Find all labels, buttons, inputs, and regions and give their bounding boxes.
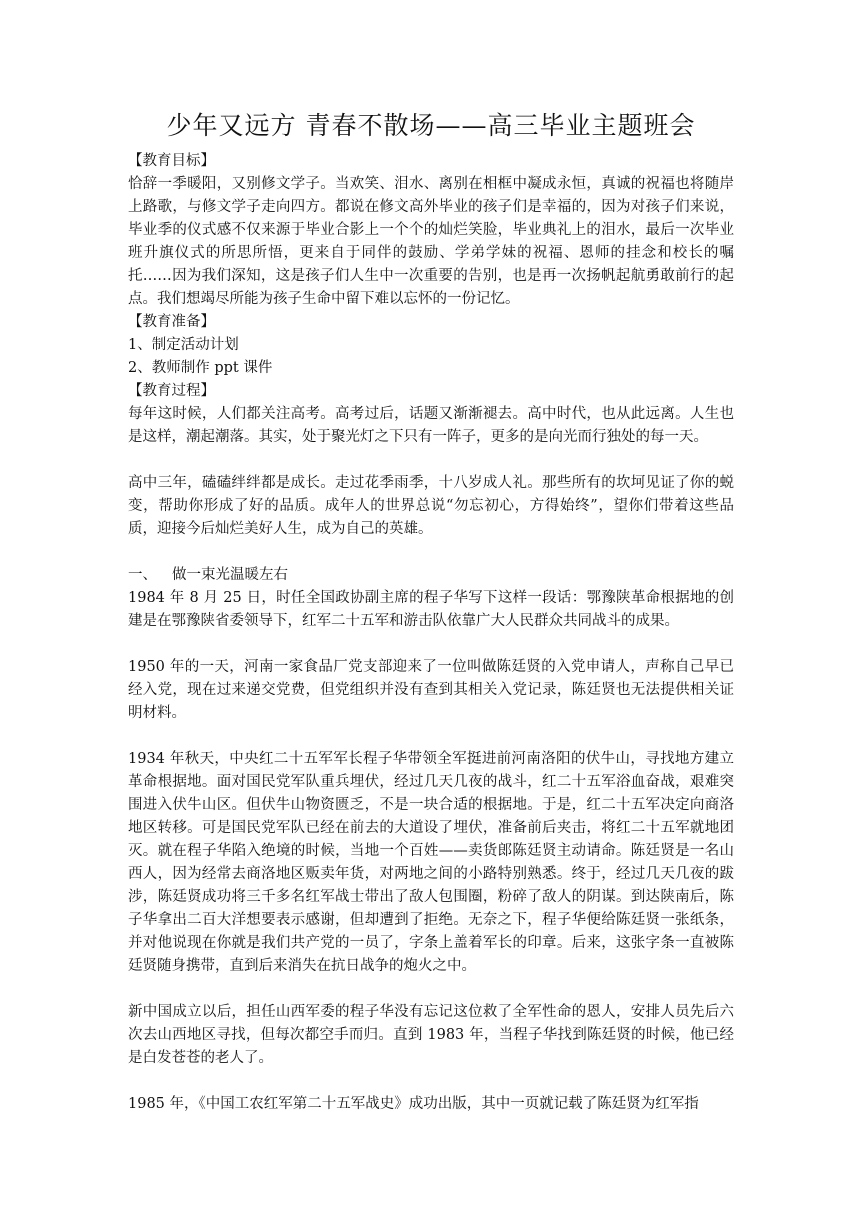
part-1-title: 做一束光温暖左右 [172,567,288,583]
part-1-heading [128,564,734,587]
part-1-paragraph-5: 1985 年，《中国工农红军第二十五军战史》成功出版，其中一页就记载了陈廷贤为红军指 [128,1096,699,1112]
document-page [128,108,734,1116]
paragraph-spacer [128,449,734,472]
part-1-paragraph-2: 1950 年的一天，河南一家食品厂党支部迎来了一位叫做陈廷贤的入党申请人，声称自己早已经入党，现在过来递交党费，但党组织并没有查到其相关入党记录，陈廷贤也无法提供相关证明材料。 [128,659,734,721]
part-1-paragraph-3: 1934 年秋天，中央红二十五军军长程子华带领全军挺进前河南洛阳的伏牛山，寻找地方建立革命根据地。面对国民党军队重兵埋伏，经过几天几夜的战斗，红二十五军浴血奋战，艰难突围进入伏牛山区。但伏牛山物资匮乏，不是一块合适的根据地。于是，红二十五军决定向商洛地区转移。可是国民党军队已经在前去的大道设了埋伏，准备前后夹击，将红二十五军就地团灭。就在程子华陷入绝境的时候，当地一个百姓——卖货郎陈廷贤主动请命。陈廷贤是一名山西人，因为经常去商洛地区贩卖年货，对两地之间的小路特别熟悉。终于，经过几天几夜的跋涉，陈廷贤成功将三千多名红军战士带出了敌人包围圈，粉碎了敌人的阴谋。到达陕南后，陈子华拿出二百大洋想要表示感谢，但却遭到了拒绝。无奈之下，程子华便给陈廷贤一张纸条，并对他说现在你就是我们共产党的一员了，字条上盖着军长的印章。后来，这张字条一直被陈廷贤随身携带，直到后来消失在抗日战争的炮火之中。 [128,751,734,974]
prep-item-1: 1、制定活动计划 [128,337,239,353]
part-1-number: 一、 [128,567,157,583]
part-1-paragraph-4: 新中国成立以后，担任山西军委的程子华没有忘记这位救了全军性命的恩人，安排人员先后六次去山西地区寻找，但每次都空手而归。直到 1983 年，当程子华找到陈廷贤的时候，他已经是白发苍苍的老人了。 [128,1004,734,1066]
paragraph-spacer [128,1070,734,1093]
process-heading: 【教育过程】 [128,383,215,399]
goal-paragraph: 恰辞一季暖阳，又别修文学子。当欢笑、泪水、离别在相框中凝成永恒，真诚的祝福也将随岸上路歌，与修文学子走向四方。都说在修文高外毕业的孩子们是幸福的，因为对孩子们来说，毕业季的仪式感不仅来源于毕业合影上一个个的灿烂笑脸，毕业典礼上的泪水，最后一次毕业班升旗仪式的所思所悟，更来自于同伴的鼓励、学弟学妹的祝福、恩师的挂念和校长的嘱托……因为我们深知，这是孩子们人生中一次重要的告别，也是再一次扬帆起航勇敢前行的起点。我们想竭尽所能为孩子生命中留下难以忘怀的一份记忆。 [128,176,734,307]
paragraph-spacer [128,633,734,656]
part-1-paragraph-1: 1984 年 8 月 25 日，时任全国政协副主席的程子华写下这样一段话：鄂豫陕革命根据地的创建是在鄂豫陕省委领导下，红军二十五军和游击队依靠广大人民群众共同战斗的成果。 [128,590,734,629]
prep-heading: 【教育准备】 [128,314,215,330]
goal-heading: 【教育目标】 [128,153,215,169]
process-paragraph-1: 每年这时候，人们都关注高考。高考过后，话题又渐渐褪去。高中时代，也从此远离。人生也是这样，潮起潮落。其实，处于聚光灯之下只有一阵子，更多的是向光而行独处的每一天。 [128,406,734,445]
document-title: 少年又远方 青春不散场——高三毕业主题班会 [166,111,696,140]
paragraph-spacer [128,978,734,1001]
process-paragraph-2: 高中三年，磕磕绊绊都是成长。走过花季雨季，十八岁成人礼。那些所有的坎坷见证了你的蜕变，帮助你形成了好的品质。成年人的世界总说“勿忘初心，方得始终”，望你们带着这些品质，迎接今后灿烂美好人生，成为自己的英雄。 [128,475,734,537]
prep-item-2: 2、教师制作 ppt 课件 [128,360,273,376]
paragraph-spacer [128,725,734,748]
paragraph-spacer [128,541,734,564]
